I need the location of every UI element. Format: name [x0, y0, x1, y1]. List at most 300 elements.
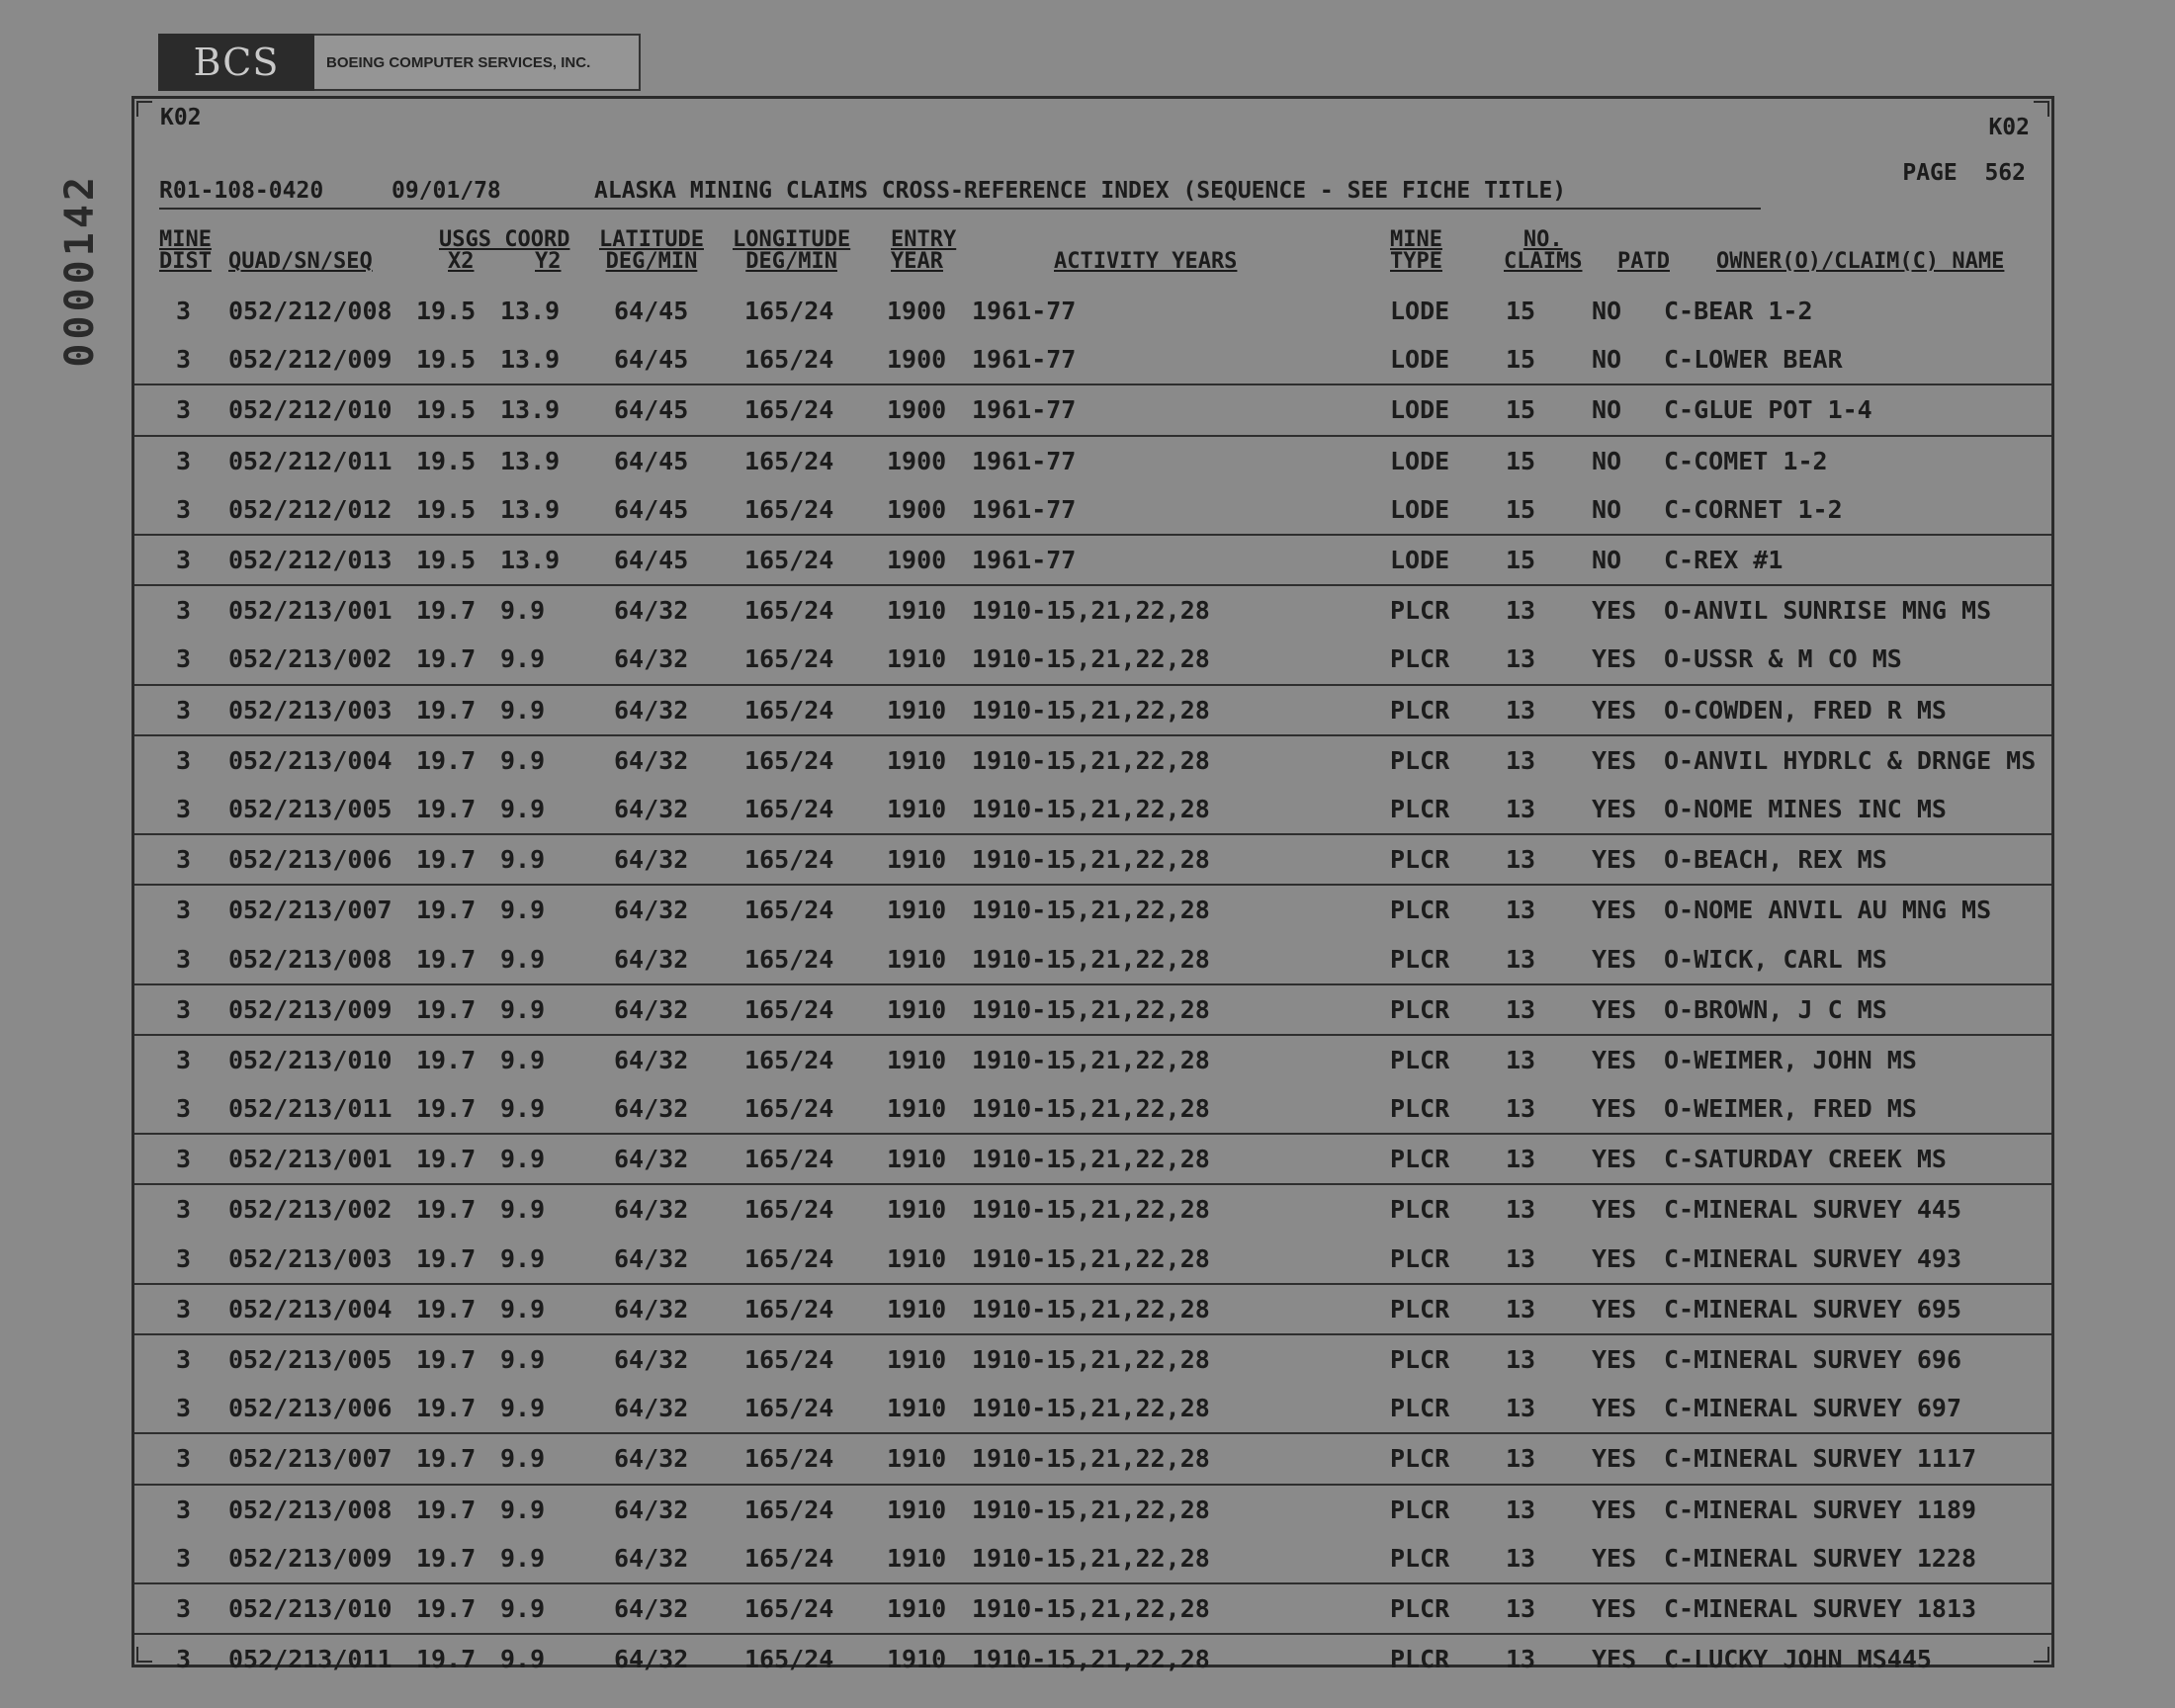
cell-latitude: 64/45 [614, 345, 689, 375]
cell-owner-claim: C-MINERAL SURVEY 1228 [1664, 1543, 1977, 1573]
cell-owner-claim: C-SATURDAY CREEK MS [1664, 1145, 1947, 1174]
cell-x2: 19.7 [416, 695, 477, 725]
cell-mine-type: PLCR [1390, 994, 1450, 1024]
cell-mine-type: LODE [1390, 395, 1450, 425]
cell-owner-claim: C-BEAR 1-2 [1664, 297, 1813, 326]
header-longitude: LONGITUDE DEG/MIN [733, 227, 851, 274]
cell-longitude: 165/24 [744, 1593, 834, 1623]
header-no-claims: NO. CLAIMS [1504, 227, 1583, 274]
cell-latitude: 64/32 [614, 794, 689, 823]
cell-activity-years: 1910-15,21,22,28 [972, 1543, 1210, 1573]
cell-activity-years: 1961-77 [972, 494, 1077, 524]
cell-y2: 9.9 [500, 1045, 546, 1074]
cell-mine-dist: 3 [176, 395, 192, 425]
cell-x2: 19.7 [416, 596, 477, 626]
cell-no-claims: 15 [1506, 546, 1536, 575]
header-latitude: LATITUDE DEG/MIN [599, 227, 704, 274]
cell-mine-type: PLCR [1390, 1345, 1450, 1375]
cell-mine-type: PLCR [1390, 695, 1450, 725]
cell-quad: 052/213/002 [228, 1195, 392, 1225]
cell-no-claims: 13 [1506, 644, 1536, 674]
bcs-logo-mark: BCS [158, 34, 314, 91]
cell-pato: YES [1592, 1294, 1637, 1324]
cell-entry-year: 1910 [887, 1195, 947, 1225]
cell-y2: 9.9 [500, 745, 546, 775]
cell-pato: YES [1592, 644, 1637, 674]
cell-pato: NO [1592, 446, 1622, 475]
cell-pato: NO [1592, 345, 1622, 375]
cell-pato: YES [1592, 1145, 1637, 1174]
cell-x2: 19.5 [416, 494, 477, 524]
cell-no-claims: 13 [1506, 896, 1536, 925]
table-row [134, 1185, 2051, 1234]
cell-pato: YES [1592, 1494, 1637, 1524]
cell-y2: 9.9 [500, 1243, 546, 1273]
cell-quad: 052/213/005 [228, 1345, 392, 1375]
cell-latitude: 64/32 [614, 644, 689, 674]
corner-mark [2034, 101, 2049, 117]
cell-longitude: 165/24 [744, 546, 834, 575]
cell-x2: 19.7 [416, 896, 477, 925]
cell-y2: 9.9 [500, 1645, 546, 1674]
cell-owner-claim: C-MINERAL SURVEY 1117 [1664, 1444, 1977, 1474]
cell-no-claims: 13 [1506, 1294, 1536, 1324]
cell-mine-type: PLCR [1390, 1294, 1450, 1324]
cell-entry-year: 1900 [887, 395, 947, 425]
page-number: 562 [1984, 160, 2026, 186]
cell-x2: 19.7 [416, 1645, 477, 1674]
cell-y2: 9.9 [500, 644, 546, 674]
cell-x2: 19.7 [416, 1094, 477, 1124]
cell-latitude: 64/32 [614, 896, 689, 925]
cell-mine-type: PLCR [1390, 1444, 1450, 1474]
cell-longitude: 165/24 [744, 1145, 834, 1174]
cell-latitude: 64/32 [614, 1094, 689, 1124]
cell-pato: YES [1592, 1394, 1637, 1423]
cell-x2: 19.5 [416, 297, 477, 326]
cell-entry-year: 1910 [887, 745, 947, 775]
cell-pato: YES [1592, 1045, 1637, 1074]
cell-owner-claim: C-REX #1 [1664, 546, 1784, 575]
cell-mine-type: PLCR [1390, 1543, 1450, 1573]
table-row [134, 1084, 2051, 1135]
cell-owner-claim: O-ANVIL HYDRLC & DRNGE MS [1664, 745, 2037, 775]
cell-mine-dist: 3 [176, 1145, 192, 1174]
cell-no-claims: 13 [1506, 944, 1536, 974]
cell-x2: 19.7 [416, 944, 477, 974]
cell-latitude: 64/32 [614, 1593, 689, 1623]
cell-quad: 052/213/001 [228, 596, 392, 626]
company-logo [158, 34, 641, 91]
cell-latitude: 64/45 [614, 546, 689, 575]
cell-x2: 19.5 [416, 395, 477, 425]
cell-y2: 9.9 [500, 944, 546, 974]
cell-activity-years: 1910-15,21,22,28 [972, 1145, 1210, 1174]
cell-mine-type: PLCR [1390, 644, 1450, 674]
cell-quad: 052/212/012 [228, 494, 392, 524]
table-row [134, 485, 2051, 536]
cell-no-claims: 13 [1506, 994, 1536, 1024]
cell-latitude: 64/45 [614, 297, 689, 326]
cell-pato: YES [1592, 1345, 1637, 1375]
cell-no-claims: 13 [1506, 1345, 1536, 1375]
cell-y2: 9.9 [500, 1444, 546, 1474]
cell-quad: 052/212/013 [228, 546, 392, 575]
cell-pato: YES [1592, 1444, 1637, 1474]
cell-mine-dist: 3 [176, 644, 192, 674]
cell-y2: 9.9 [500, 695, 546, 725]
cell-y2: 9.9 [500, 1345, 546, 1375]
cell-latitude: 64/32 [614, 1195, 689, 1225]
header-activity-years: ACTIVITY YEARS [1054, 249, 1238, 274]
cell-owner-claim: O-ANVIL SUNRISE MNG MS [1664, 596, 1992, 626]
cell-entry-year: 1910 [887, 794, 947, 823]
cell-mine-type: PLCR [1390, 1494, 1450, 1524]
cell-latitude: 64/32 [614, 1543, 689, 1573]
cell-no-claims: 15 [1506, 297, 1536, 326]
cell-latitude: 64/32 [614, 745, 689, 775]
cell-owner-claim: C-MINERAL SURVEY 697 [1664, 1394, 1962, 1423]
cell-activity-years: 1910-15,21,22,28 [972, 596, 1210, 626]
cell-mine-dist: 3 [176, 994, 192, 1024]
cell-latitude: 64/32 [614, 1145, 689, 1174]
cell-owner-claim: C-LOWER BEAR [1664, 345, 1843, 375]
cell-activity-years: 1910-15,21,22,28 [972, 1494, 1210, 1524]
cell-longitude: 165/24 [744, 944, 834, 974]
cell-pato: NO [1592, 297, 1622, 326]
table-row [134, 886, 2051, 934]
cell-x2: 19.5 [416, 345, 477, 375]
cell-y2: 9.9 [500, 794, 546, 823]
cell-latitude: 64/32 [614, 944, 689, 974]
cell-pato: YES [1592, 695, 1637, 725]
cell-pato: YES [1592, 994, 1637, 1024]
cell-mine-dist: 3 [176, 896, 192, 925]
cell-y2: 9.9 [500, 1195, 546, 1225]
cell-mine-dist: 3 [176, 494, 192, 524]
cell-activity-years: 1910-15,21,22,28 [972, 845, 1210, 875]
table-row [134, 985, 2051, 1036]
cell-mine-dist: 3 [176, 1243, 192, 1273]
table-row [134, 1486, 2051, 1534]
cell-entry-year: 1910 [887, 596, 947, 626]
cell-mine-type: PLCR [1390, 745, 1450, 775]
cell-quad: 052/213/001 [228, 1145, 392, 1174]
cell-x2: 19.7 [416, 1394, 477, 1423]
cell-activity-years: 1910-15,21,22,28 [972, 1094, 1210, 1124]
cell-x2: 19.7 [416, 794, 477, 823]
table-row [134, 1434, 2051, 1485]
cell-entry-year: 1910 [887, 1294, 947, 1324]
cell-longitude: 165/24 [744, 1444, 834, 1474]
cell-longitude: 165/24 [744, 297, 834, 326]
table-row [134, 1384, 2051, 1434]
table-row [134, 835, 2051, 886]
report-title: ALASKA MINING CLAIMS CROSS-REFERENCE INDEX (SEQUENCE - SEE FICHE TITLE) [594, 178, 1567, 204]
cell-activity-years: 1910-15,21,22,28 [972, 1345, 1210, 1375]
cell-activity-years: 1910-15,21,22,28 [972, 1394, 1210, 1423]
cell-entry-year: 1910 [887, 1345, 947, 1375]
cell-y2: 13.9 [500, 546, 561, 575]
cell-quad: 052/213/008 [228, 944, 392, 974]
cell-pato: YES [1592, 1645, 1637, 1674]
cell-y2: 9.9 [500, 1394, 546, 1423]
cell-owner-claim: C-CORNET 1-2 [1664, 494, 1843, 524]
table-row [134, 586, 2051, 635]
cell-y2: 13.9 [500, 446, 561, 475]
cell-longitude: 165/24 [744, 345, 834, 375]
cell-entry-year: 1910 [887, 944, 947, 974]
cell-entry-year: 1910 [887, 1394, 947, 1423]
cell-activity-years: 1961-77 [972, 446, 1077, 475]
cell-x2: 19.5 [416, 446, 477, 475]
table-row [134, 1036, 2051, 1084]
cell-longitude: 165/24 [744, 1195, 834, 1225]
cell-quad: 052/212/011 [228, 446, 392, 475]
cell-quad: 052/213/007 [228, 896, 392, 925]
cell-owner-claim: C-MINERAL SURVEY 696 [1664, 1345, 1962, 1375]
cell-y2: 9.9 [500, 845, 546, 875]
cell-mine-type: PLCR [1390, 1045, 1450, 1074]
cell-mine-dist: 3 [176, 446, 192, 475]
cell-mine-type: PLCR [1390, 1145, 1450, 1174]
cell-quad: 052/213/010 [228, 1593, 392, 1623]
cell-entry-year: 1910 [887, 1145, 947, 1174]
cell-mine-dist: 3 [176, 1543, 192, 1573]
cell-owner-claim: O-NOME ANVIL AU MNG MS [1664, 896, 1992, 925]
cell-activity-years: 1910-15,21,22,28 [972, 1444, 1210, 1474]
cell-y2: 9.9 [500, 1094, 546, 1124]
cell-no-claims: 13 [1506, 1195, 1536, 1225]
cell-mine-type: LODE [1390, 345, 1450, 375]
cell-longitude: 165/24 [744, 1543, 834, 1573]
cell-mine-type: PLCR [1390, 1394, 1450, 1423]
table-row [134, 1635, 2051, 1683]
cell-mine-type: PLCR [1390, 944, 1450, 974]
cell-entry-year: 1900 [887, 345, 947, 375]
cell-no-claims: 13 [1506, 845, 1536, 875]
report-code-right: K02 [1988, 115, 2030, 140]
cell-mine-dist: 3 [176, 1494, 192, 1524]
cell-no-claims: 13 [1506, 596, 1536, 626]
cell-pato: YES [1592, 1195, 1637, 1225]
cell-x2: 19.7 [416, 745, 477, 775]
cell-mine-type: PLCR [1390, 845, 1450, 875]
table-row [134, 335, 2051, 385]
cell-owner-claim: C-MINERAL SURVEY 1813 [1664, 1593, 1977, 1623]
cell-pato: NO [1592, 546, 1622, 575]
cell-mine-type: LODE [1390, 494, 1450, 524]
cell-pato: YES [1592, 596, 1637, 626]
cell-x2: 19.7 [416, 1494, 477, 1524]
cell-no-claims: 13 [1506, 745, 1536, 775]
cell-mine-type: LODE [1390, 546, 1450, 575]
cell-x2: 19.7 [416, 1243, 477, 1273]
cell-entry-year: 1900 [887, 546, 947, 575]
cell-entry-year: 1910 [887, 845, 947, 875]
cell-entry-year: 1910 [887, 1444, 947, 1474]
cell-x2: 19.7 [416, 1593, 477, 1623]
cell-mine-dist: 3 [176, 695, 192, 725]
cell-longitude: 165/24 [744, 1294, 834, 1324]
cell-entry-year: 1910 [887, 896, 947, 925]
cell-y2: 9.9 [500, 1294, 546, 1324]
cell-latitude: 64/45 [614, 395, 689, 425]
cell-mine-dist: 3 [176, 1094, 192, 1124]
cell-activity-years: 1961-77 [972, 297, 1077, 326]
cell-activity-years: 1910-15,21,22,28 [972, 1294, 1210, 1324]
table-row [134, 1285, 2051, 1335]
cell-mine-dist: 3 [176, 1195, 192, 1225]
cell-x2: 19.7 [416, 1543, 477, 1573]
cell-pato: YES [1592, 794, 1637, 823]
cell-no-claims: 13 [1506, 1394, 1536, 1423]
cell-owner-claim: O-COWDEN, FRED R MS [1664, 695, 1947, 725]
cell-activity-years: 1910-15,21,22,28 [972, 1195, 1210, 1225]
cell-latitude: 64/32 [614, 994, 689, 1024]
cell-longitude: 165/24 [744, 994, 834, 1024]
cell-activity-years: 1961-77 [972, 345, 1077, 375]
cell-entry-year: 1910 [887, 1494, 947, 1524]
cell-latitude: 64/32 [614, 1294, 689, 1324]
cell-quad: 052/212/009 [228, 345, 392, 375]
table-row [134, 1135, 2051, 1185]
cell-quad: 052/213/010 [228, 1045, 392, 1074]
table-row [134, 934, 2051, 984]
table-row [134, 1235, 2051, 1285]
table-row [134, 536, 2051, 586]
cell-longitude: 165/24 [744, 1494, 834, 1524]
microfiche-frame-number: 0000142 [57, 173, 103, 368]
cell-owner-claim: C-MINERAL SURVEY 445 [1664, 1195, 1962, 1225]
header-pato: PATD [1617, 249, 1670, 274]
cell-quad: 052/213/006 [228, 845, 392, 875]
report-sheet [131, 96, 2054, 1674]
cell-pato: YES [1592, 944, 1637, 974]
claims-table-body [134, 287, 2051, 1683]
cell-longitude: 165/24 [744, 395, 834, 425]
cell-latitude: 64/32 [614, 1243, 689, 1273]
cell-y2: 9.9 [500, 994, 546, 1024]
page-indicator [1902, 160, 2026, 186]
cell-owner-claim: O-WEIMER, JOHN MS [1664, 1045, 1917, 1074]
cell-entry-year: 1900 [887, 446, 947, 475]
cell-owner-claim: C-LUCKY JOHN MS445 [1664, 1645, 1932, 1674]
cell-x2: 19.7 [416, 845, 477, 875]
company-name: BOEING COMPUTER SERVICES, INC. [314, 34, 641, 91]
cell-y2: 13.9 [500, 297, 561, 326]
cell-quad: 052/213/004 [228, 1294, 392, 1324]
cell-mine-dist: 3 [176, 546, 192, 575]
cell-no-claims: 13 [1506, 1543, 1536, 1573]
cell-owner-claim: O-USSR & M CO MS [1664, 644, 1902, 674]
cell-quad: 052/213/006 [228, 1394, 392, 1423]
cell-longitude: 165/24 [744, 845, 834, 875]
cell-no-claims: 13 [1506, 1444, 1536, 1474]
cell-quad: 052/212/008 [228, 297, 392, 326]
cell-quad: 052/213/011 [228, 1645, 392, 1674]
cell-owner-claim: C-GLUE POT 1-4 [1664, 395, 1872, 425]
cell-latitude: 64/32 [614, 845, 689, 875]
cell-owner-claim: O-WEIMER, FRED MS [1664, 1094, 1917, 1124]
cell-latitude: 64/32 [614, 1045, 689, 1074]
cell-entry-year: 1900 [887, 297, 947, 326]
cell-activity-years: 1910-15,21,22,28 [972, 896, 1210, 925]
table-row [134, 635, 2051, 685]
cell-longitude: 165/24 [744, 1345, 834, 1375]
cell-no-claims: 13 [1506, 1593, 1536, 1623]
cell-no-claims: 13 [1506, 695, 1536, 725]
cell-entry-year: 1910 [887, 1045, 947, 1074]
cell-entry-year: 1910 [887, 1243, 947, 1273]
header-y2: Y2 [535, 249, 562, 274]
cell-quad: 052/213/002 [228, 644, 392, 674]
cell-pato: YES [1592, 1543, 1637, 1573]
report-date: 09/01/78 [392, 178, 501, 204]
cell-owner-claim: C-COMET 1-2 [1664, 446, 1828, 475]
cell-mine-dist: 3 [176, 794, 192, 823]
cell-longitude: 165/24 [744, 695, 834, 725]
cell-mine-type: LODE [1390, 446, 1450, 475]
cell-quad: 052/213/009 [228, 994, 392, 1024]
cell-y2: 9.9 [500, 896, 546, 925]
cell-longitude: 165/24 [744, 1645, 834, 1674]
cell-quad: 052/213/005 [228, 794, 392, 823]
cell-quad: 052/213/003 [228, 695, 392, 725]
cell-x2: 19.7 [416, 994, 477, 1024]
cell-latitude: 64/32 [614, 1345, 689, 1375]
table-row [134, 1335, 2051, 1384]
cell-activity-years: 1910-15,21,22,28 [972, 794, 1210, 823]
cell-latitude: 64/32 [614, 1444, 689, 1474]
cell-no-claims: 15 [1506, 345, 1536, 375]
header-entry-year: ENTRY YEAR [891, 227, 957, 274]
table-row [134, 437, 2051, 485]
cell-owner-claim: O-BROWN, J C MS [1664, 994, 1887, 1024]
cell-activity-years: 1910-15,21,22,28 [972, 1645, 1210, 1674]
header-mine-type: MINE TYPE [1390, 227, 1442, 274]
cell-longitude: 165/24 [744, 644, 834, 674]
cell-mine-type: LODE [1390, 297, 1450, 326]
cell-longitude: 165/24 [744, 896, 834, 925]
cell-mine-dist: 3 [176, 1394, 192, 1423]
cell-quad: 052/213/003 [228, 1243, 392, 1273]
page-label: PAGE [1902, 160, 1958, 186]
cell-mine-dist: 3 [176, 345, 192, 375]
cell-x2: 19.7 [416, 1195, 477, 1225]
header-x2: X2 [448, 249, 475, 274]
cell-activity-years: 1910-15,21,22,28 [972, 944, 1210, 974]
cell-no-claims: 13 [1506, 1145, 1536, 1174]
header-owner-claim: OWNER(O)/CLAIM(C) NAME [1716, 249, 2005, 274]
cell-owner-claim: C-MINERAL SURVEY 1189 [1664, 1494, 1977, 1524]
cell-owner-claim: C-MINERAL SURVEY 493 [1664, 1243, 1962, 1273]
cell-latitude: 64/32 [614, 1645, 689, 1674]
cell-mine-dist: 3 [176, 1645, 192, 1674]
cell-latitude: 64/45 [614, 494, 689, 524]
cell-mine-dist: 3 [176, 1345, 192, 1375]
cell-x2: 19.7 [416, 1045, 477, 1074]
cell-latitude: 64/32 [614, 596, 689, 626]
cell-pato: YES [1592, 745, 1637, 775]
cell-mine-dist: 3 [176, 596, 192, 626]
cell-owner-claim: O-WICK, CARL MS [1664, 944, 1887, 974]
header-quad: QUAD/SN/SEQ [228, 249, 373, 274]
cell-owner-claim: O-BEACH, REX MS [1664, 845, 1887, 875]
cell-x2: 19.7 [416, 1444, 477, 1474]
cell-owner-claim: C-MINERAL SURVEY 695 [1664, 1294, 1962, 1324]
cell-owner-claim: O-NOME MINES INC MS [1664, 794, 1947, 823]
